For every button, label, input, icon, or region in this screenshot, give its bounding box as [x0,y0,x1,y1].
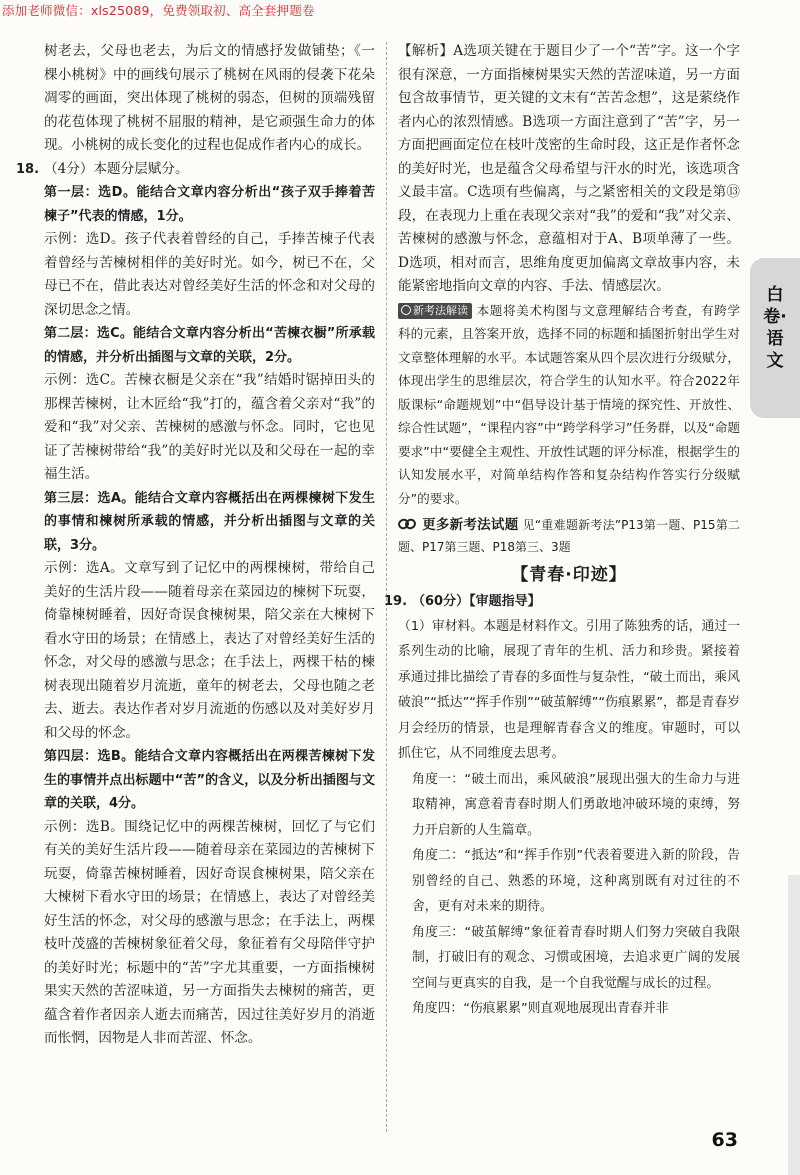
right-column [384,40,741,1022]
layer-4-example: 示例：选B。围绕记忆中的两棵苦楝树，回忆了与它们有关的美好生活片段——随着母亲在菜园边的苦楝树下玩耍，倚靠苦楝树睡着，因好奇误食楝树果，陪父亲在大楝树下看水守田的场景；在情感上，表达了对曾经美好生活的怀念，对父母的感激与思念；在手法上，两棵枝叶茂盛的苦楝树象征着父母，象征着有父母陪伴守护的美好时光；标题中的“苦”字尤其重要，一方面指楝树果实天然的苦涩味道，另一方面指失去楝树的痛苦，更蕴含着作者因亲人逝去而痛苦，因过往美好岁月的消逝而怅惘，因物是人非而苦涩、怀念。 [44,818,375,1046]
page-number: 63 [711,1129,738,1151]
question-19-header [384,590,740,614]
section-title: 【青春·印迹】 [511,565,627,585]
layer-3-heading: 第三层：选A。能结合文章内容概括出在两棵楝树下发生的事情和楝树所承载的情感，并分析出插图与文章的关联，3分。 [44,490,375,553]
side-tab-label: 白卷·语文 [763,285,787,371]
edge-band [788,875,800,1175]
question-18-header [16,158,375,182]
new-exam-badge [398,303,472,319]
layer-2-heading: 第二层：选C。能结合文章内容分析出“苦楝衣橱”所承载的情感，并分析出插图与文章的关联，2分。 [44,326,375,365]
angle-1: 角度一：“破土而出，乘风破浪”展现出强大的生命力与进取精神，寓意着青春时期人们勇敢地冲破环境的束缚，努力开启新的人生篇章。 [412,771,740,838]
angle-4: 角度四：“伤痕累累”则直观地展现出青春并非 [412,1001,669,1016]
intro-paragraph: 树老去，父母也老去，为后文的情感抒发做铺垫；《一棵小桃树》中的画线句展示了桃树在风雨的侵袭下花朵凋零的画面，突出体现了桃树的弱态，但树的顶端残留的花苞体现了桃树不屈服的精神，是它顽强生命力的体现。小桃树的成长变化的过程也促成作者内心的成长。 [44,43,375,153]
link-icon [398,517,416,531]
new-exam-text: 本题将美术构图与文意理解结合考查，有跨学科的元素，且答案开放，选择不同的标题和插图折射出学生对文章整体理解的水平。本试题答案从四个层次进行分级赋分，体现出学生的思维层次，符合学生的认知水平。符合2022年版课标“命题规划”中“倡导设计基于情境的探究性、开放性、综合性试题”，“课程内容”中“跨学科学习”任务群，以及“命题要求”中“要健全主观性、开放性试题的评分标准，根据学生的认知发展水平，对简单结构作答和复杂结构作答实行分级赋分”的要求。 [398,302,740,506]
layer-3-example: 示例：选A。文章写到了记忆中的两棵楝树，带给自己美好的生活片段——随着母亲在菜园边的楝树下玩耍，倚靠楝树睡着，因好奇误食楝树果，陪父亲在大楝树下看水守田的场景；在情感上，表达了对曾经美好生活的怀念，对父母的感激与思念；在手法上，两棵干枯的楝树表现出随着岁月流逝，童年的树老去，父母也随之老去、逝去。表达作者对岁月流逝的伤感以及对美好岁月和父母的怀念。 [44,560,375,741]
more-questions-reference: 见“重难题新考法”P13第一题、P15第二题、P17第三题、P18第三、3题 [398,518,741,554]
more-new-questions [398,514,740,558]
more-questions-title: 更多新考法试题 [422,517,519,533]
question-18-number: 18. [16,161,40,177]
question-18-heading: （4分）本题分层赋分。 [44,160,189,177]
watermark: 添加老师微信：xls25089，免费领取初、高全套押题卷 [2,3,315,18]
lightbulb-icon [401,305,411,315]
question-19-heading: （60分）【审题指导】 [412,594,541,609]
layer-4-heading: 第四层：选B。能结合文章内容概括出在两棵苦楝树下发生的事情并点出标题中“苦”的含义，以及分析出插图与文章的关联，4分。 [44,749,375,811]
layer-1-heading: 第一层：选D。能结合文章内容分析出“孩子双手捧着苦楝子”代表的情感，1分。 [44,185,375,224]
layer-2-example: 示例：选C。苦楝衣橱是父亲在“我”结婚时锯掉田头的那棵苦楝树，让木匠给“我”打的，蕴含着父亲对“我”的爱和“我”对父亲、苦楝树的感激与怀念。同时，它也见证了苦楝树带给“我”的美好时光以及和父母在一起的幸福生活。 [44,372,375,482]
left-column [16,40,375,1051]
layer-1-example: 示例：选D。孩子代表着曾经的自己，手捧苦楝子代表着曾经与苦楝树相伴的美好时光。如今，树已不在，父母已不在，借此表达对曾经美好生活的怀念和对父母的深切思念之情。 [44,231,375,318]
side-tab [750,258,800,418]
column-divider [386,42,387,1132]
new-exam-note [398,299,740,511]
question-19-material: （1）审材料。本题是材料作文。引用了陈独秀的话，通过一系列生动的比喻，展现了青年的生机、活力和珍贵。紧接着承通过排比描绘了青春的多面性与复杂性，“破土而出，乘风破浪”“抵达”“挥手作别”“破茧解缚”“伤痕累累”，都是青春岁月会经历的情景，也是理解青春含义的维度。审题时，可以抓住它，从不同维度去思考。 [398,618,740,761]
analysis-paragraph: 【解析】A选项关键在于题目少了一个“苦”字。这一个字很有深意，一方面指楝树果实天然的苦涩味道，另一方面包含故事情节，更关键的文末有“苦苦念想”，这是萦绕作者内心的浓烈情感。B选项一方面注意到了“苦”字，另一方面把画面定位在枝叶茂密的生命时段，这正是作者怀念的美好时光，也是蕴含父母希望与汗水的时光，该选项含义最丰富。C选项有些偏离，与之紧密相关的文段是第⑬段，在表现力上重在表现父亲对“我”的爱和“我”对父亲、苦楝树的感激与怀念，意蕴相对于A、B项单薄了一些。D选项，相对而言，思维角度更加偏离文章故事内容，未能紧密地指向文章的内容、手法、情感层次。 [398,43,740,294]
question-19-number: 19. [384,594,408,609]
new-exam-badge-label: 新考法解读 [413,303,468,317]
angle-3: 角度三：“破茧解缚”象征着青春时期人们努力突破自我限制，打破旧有的观念、习惯或困境，去追求更广阔的发展空间与更真实的自我，是一个自我觉醒与成长的过程。 [412,924,740,991]
angle-2: 角度二：“抵达”和“挥手作别”代表着要进入新的阶段，告别曾经的自己、熟悉的环境，这种离别既有对过往的不舍，更有对未来的期待。 [412,848,740,914]
